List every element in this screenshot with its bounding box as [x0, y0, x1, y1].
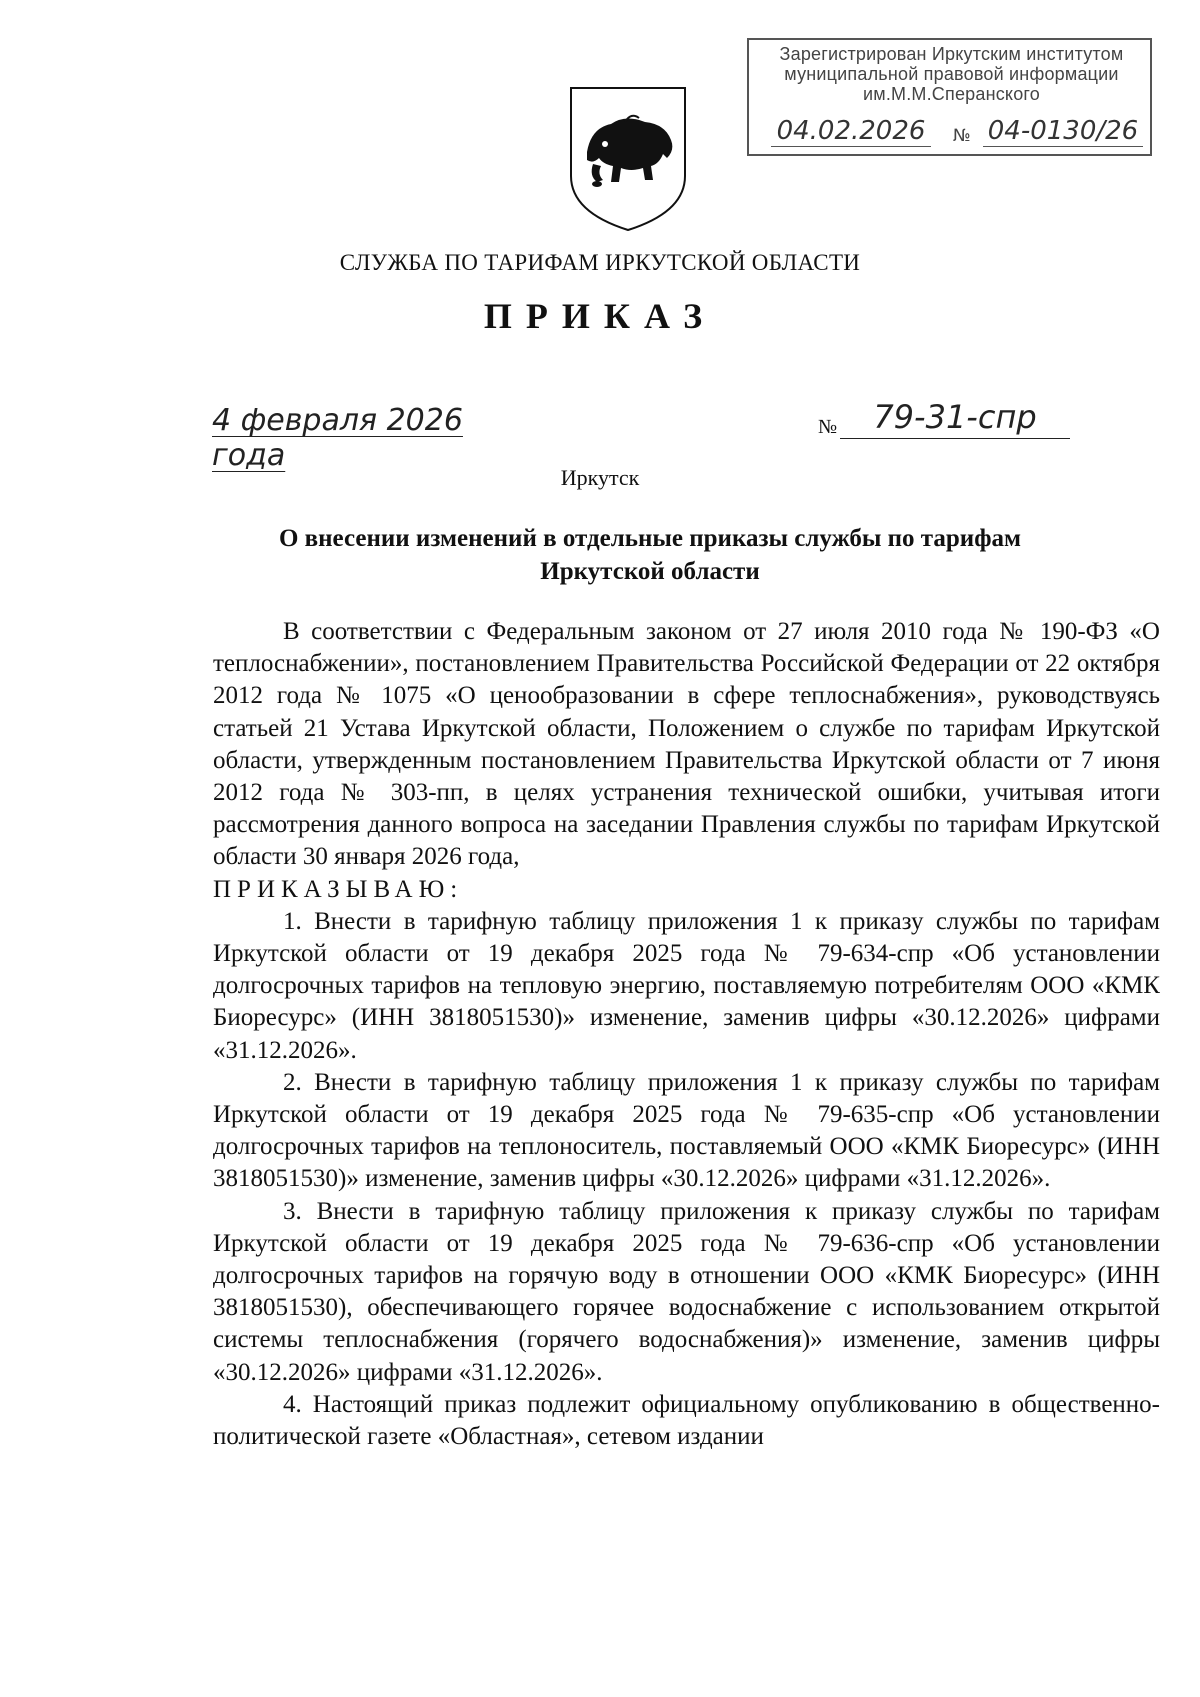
stamp-reg-number: 04-0130/26	[983, 116, 1143, 147]
stamp-number-sign: №	[953, 126, 971, 146]
order-item-2: 2. Внести в тарифную таблицу приложения 1 к приказу службы по тарифам Иркутской области от 19 декабря 2025 года № 79-635-спр «Об установлении долгосрочных тарифов на теплоноситель, поставляемый ООО «КМК Биоресурс» (ИНН 3818051530)» изменение, заменив цифры «30.12.2026» цифрами «31.12.2026».	[213, 1068, 1160, 1193]
stamp-line-3: им.М.М.Сперанского	[862, 84, 1040, 104]
registration-stamp	[747, 38, 1152, 156]
stamp-line-1: Зарегистрирован Иркутским институтом	[779, 44, 1124, 64]
order-number-sign: №	[818, 416, 838, 438]
order-number: 79-31-спр	[840, 398, 1070, 439]
stamp-registration	[763, 116, 1142, 150]
city: Иркутск	[560, 465, 640, 490]
order-word: ПРИКАЗЫВАЮ:	[213, 875, 464, 903]
document-title: О внесении изменений в отдельные приказы службы по тарифам Иркутской области	[278, 525, 1022, 585]
order-item-3: 3. Внести в тарифную таблицу приложения к приказу службы по тарифам Иркутской области от 19 декабря 2025 года № 79-636-спр «Об установлении долгосрочных тарифов на горячую воду в отношении ООО «КМК Биоресурс» (ИНН 3818051530), обеспечивающего горячее водоснабжение с использованием открытой системы теплоснабжения (горячего водоснабжения)» изменение, заменив цифры «30.12.2026» цифрами «31.12.2026».	[213, 1197, 1160, 1386]
order-date: 4 февраля 2026 года	[212, 403, 463, 473]
stamp-reg-date: 04.02.2026	[771, 116, 931, 147]
order-item-4: 4. Настоящий приказ подлежит официальному опубликованию в общественно-политической газете «Областная», сетевом издании	[213, 1390, 1160, 1451]
document-type: ПРИКАЗ	[483, 296, 717, 336]
irkutsk-coat-of-arms-icon	[567, 84, 689, 234]
stamp-line-2: муниципальной правовой информации	[784, 64, 1119, 84]
document-body	[213, 616, 1160, 1453]
order-item-1: 1. Внести в тарифную таблицу приложения 1 к приказу службы по тарифам Иркутской области от 19 декабря 2025 года № 79-634-спр «Об установлении долгосрочных тарифов на тепловую энергию, поставляемую потребителям ООО «КМК Биоресурс» (ИНН 3818051530)» изменение, заменив цифры «30.12.2026» цифрами «31.12.2026».	[213, 907, 1160, 1064]
agency-name: СЛУЖБА ПО ТАРИФАМ ИРКУТСКОЙ ОБЛАСТИ	[339, 250, 861, 275]
preamble-paragraph: В соответствии с Федеральным законом от 27 июля 2010 года № 190-ФЗ «О теплоснабжении», постановлением Правительства Российской Федерации от 22 октября 2012 года № 1075 «О ценообразовании в сфере теплоснабжения», руководствуясь статьей 21 Устава Иркутской области, Положением о службе по тарифам Иркутской области, утвержденным постановлением Правительства Иркутской области от 7 июня 2012 года № 303-пп, в целях устранения технической ошибки, учитывая итоги рассмотрения данного вопроса на заседании Правления службы по тарифам Иркутской области 30 января 2026 года,	[213, 618, 1160, 871]
